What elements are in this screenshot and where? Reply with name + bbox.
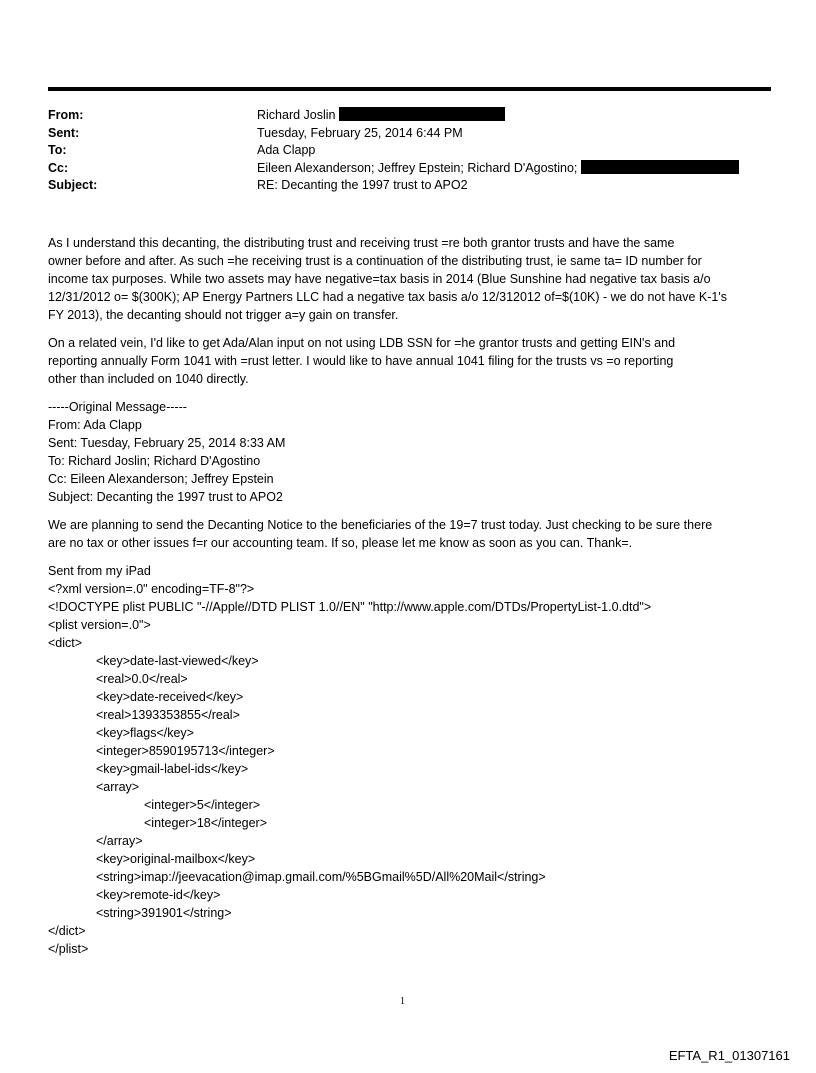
plist-line: <string>imap://jeevacation@imap.gmail.com/%5BGmail%5D/All%20Mail</string> [96, 870, 546, 884]
from-name: Richard Joslin [257, 108, 336, 122]
original-message-separator: -----Original Message----- [48, 400, 187, 414]
to-label: To: [48, 143, 67, 157]
signature: Sent from my iPad [48, 564, 151, 578]
page-number: 1 [400, 996, 405, 1007]
plist-line: <integer>5</integer> [144, 798, 261, 812]
plist-line: <integer>18</integer> [144, 816, 268, 830]
from-label: From: [48, 108, 84, 122]
cc-names: Eileen Alexanderson; Jeffrey Epstein; Richard D'Agostino; [257, 160, 578, 175]
original-sent: Sent: Tuesday, February 25, 2014 8:33 AM [48, 436, 286, 450]
to-value: Ada Clapp [257, 143, 316, 157]
plist-line: </dict> [48, 924, 86, 938]
plist-line: <integer>8590195713</integer> [96, 744, 275, 758]
plist-line: <dict> [48, 636, 83, 650]
cc-value [257, 160, 739, 178]
paragraph-3 [48, 516, 772, 552]
email-body [48, 234, 772, 958]
text-line: owner before and after. As such =he receiving trust is a continuation of the distributing trust, ie same ta= ID number for [48, 254, 702, 268]
plist-line: <key>flags</key> [96, 726, 194, 740]
text-line: 12/31/2012 o= $(300K); AP Energy Partners LLC had a negative tax basis a/o 12/312012 of=$(10K) - we do not have K-1's [48, 290, 727, 304]
document-id: EFTA_R1_01307161 [668, 1048, 790, 1063]
subject-label: Subject: [48, 178, 98, 192]
header-rule [48, 87, 771, 91]
text-line: On a related vein, I'd like to get Ada/Alan input on not using LDB SSN for =he grantor trusts and getting EIN's and [48, 336, 676, 350]
plist-line: </plist> [48, 942, 89, 956]
text-line: FY 2013), the decanting should not trigger a=y gain on transfer. [48, 308, 399, 322]
plist-line: <key>gmail-label-ids</key> [96, 762, 249, 776]
plist-line: <key>date-last-viewed</key> [96, 654, 259, 668]
text-line: reporting annually Form 1041 with =rust letter. I would like to have annual 1041 filing for the trusts vs =o reporting [48, 354, 674, 368]
subject-value: RE: Decanting the 1997 trust to APO2 [257, 178, 468, 192]
cc-label: Cc: [48, 160, 69, 175]
text-line: other than included on 1040 directly. [48, 372, 249, 386]
original-to: To: Richard Joslin; Richard D'Agostino [48, 454, 261, 468]
text-line: are no tax or other issues f=r our accounting team. If so, please let me know as soon as you can. Thank=. [48, 536, 633, 550]
plist-line: <array> [96, 780, 140, 794]
text-line: As I understand this decanting, the distributing trust and receiving trust =re both grantor trusts and have the same [48, 236, 675, 250]
plist-line: <real>1393353855</real> [96, 708, 240, 722]
plist-line: </array> [96, 834, 143, 848]
text-line: income tax purposes. While two assets may have negative=tax basis in 2014 (Blue Sunshine had negative tax basis a/o [48, 272, 711, 286]
plist-line: <?xml version=.0" encoding=TF-8"?> [48, 582, 255, 596]
plist-block [48, 580, 772, 958]
plist-line: <!DOCTYPE plist PUBLIC "-//Apple//DTD PLIST 1.0//EN" "http://www.apple.com/DTDs/PropertyList-1.0.dtd"> [48, 600, 652, 614]
plist-line: <real>0.0</real> [96, 672, 188, 686]
sent-label: Sent: [48, 125, 80, 140]
sent-value: Tuesday, February 25, 2014 6:44 PM [257, 125, 463, 140]
redaction-box [339, 107, 505, 121]
from-value [257, 107, 505, 125]
plist-line: <key>date-received</key> [96, 690, 244, 704]
plist-line: <plist version=.0"> [48, 618, 151, 632]
original-cc: Cc: Eileen Alexanderson; Jeffrey Epstein [48, 472, 274, 486]
original-subject: Subject: Decanting the 1997 trust to APO2 [48, 490, 283, 504]
original-message-header [48, 398, 772, 506]
plist-line: <key>original-mailbox</key> [96, 852, 256, 866]
paragraph-1 [48, 234, 772, 324]
text-line: We are planning to send the Decanting Notice to the beneficiaries of the 19=7 trust today. Just checking to be sure there [48, 518, 713, 532]
plist-line: <string>391901</string> [96, 906, 232, 920]
original-from: From: Ada Clapp [48, 418, 142, 432]
redaction-box [581, 160, 739, 174]
plist-line: <key>remote-id</key> [96, 888, 221, 902]
paragraph-2 [48, 334, 772, 388]
